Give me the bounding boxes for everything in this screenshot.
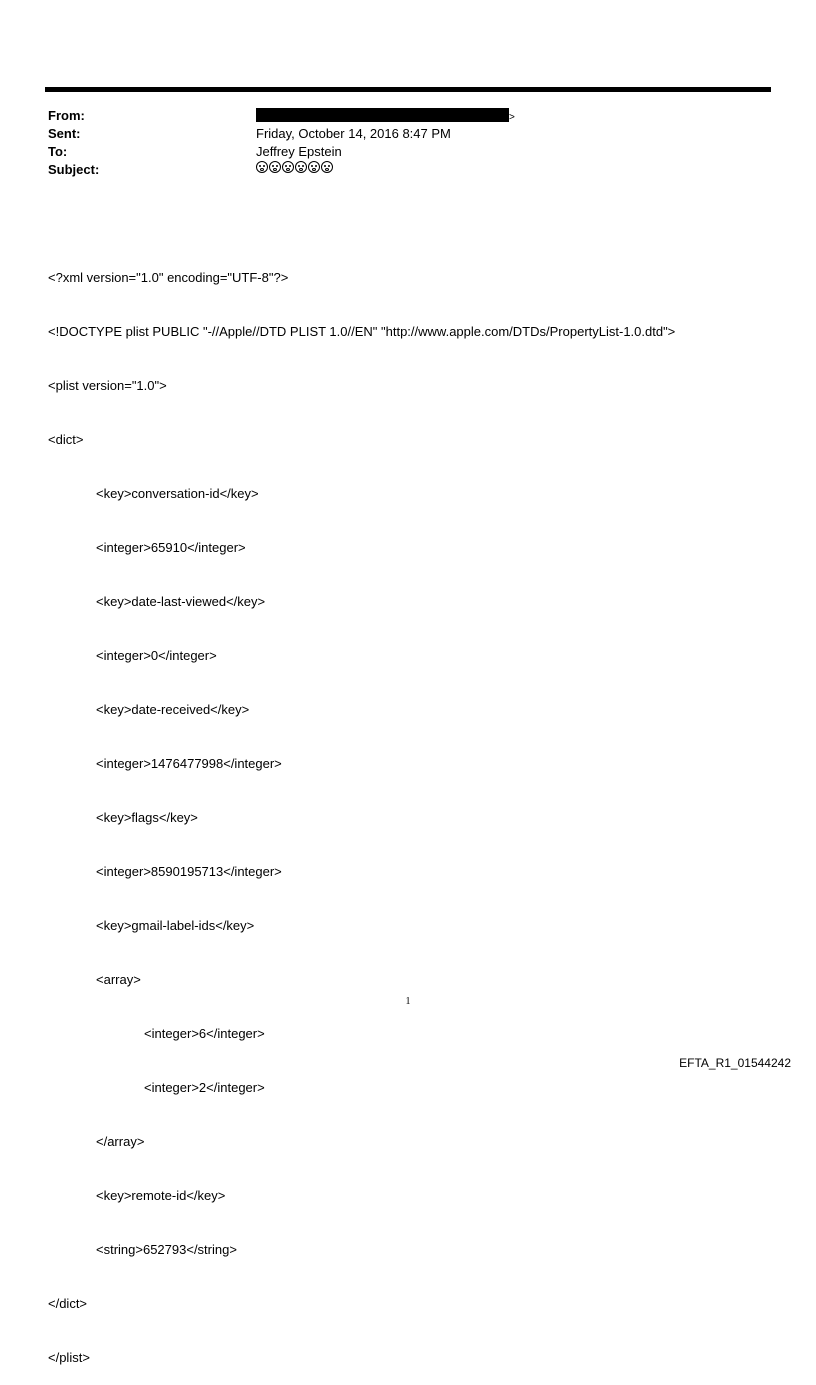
email-body bbox=[48, 233, 675, 1385]
subject-label: Subject: bbox=[48, 162, 100, 177]
body-line: <integer>6</integer> bbox=[144, 1026, 265, 1041]
body-line: </array> bbox=[96, 1134, 145, 1149]
from-row bbox=[48, 107, 515, 125]
body-line: </plist> bbox=[48, 1350, 90, 1365]
body-line: <integer>65910</integer> bbox=[96, 540, 246, 555]
from-value bbox=[256, 107, 515, 125]
body-line: <key>date-last-viewed</key> bbox=[96, 594, 266, 609]
body-line: <array> bbox=[96, 972, 141, 987]
body-line: <string>652793</string> bbox=[96, 1242, 237, 1257]
body-line: <key>date-received</key> bbox=[96, 702, 250, 717]
header-rule bbox=[45, 87, 771, 92]
from-label: From: bbox=[48, 108, 85, 123]
emoji-icon bbox=[308, 161, 320, 173]
sent-row bbox=[48, 125, 515, 143]
to-row bbox=[48, 143, 515, 161]
body-line: <dict> bbox=[48, 432, 84, 447]
email-header bbox=[48, 107, 515, 179]
body-line: <integer>2</integer> bbox=[144, 1080, 265, 1095]
body-line: <plist version="1.0"> bbox=[48, 378, 167, 393]
body-line: <integer>1476477998</integer> bbox=[96, 756, 282, 771]
emoji-icon bbox=[256, 161, 268, 173]
emoji-icon bbox=[321, 161, 333, 173]
subject-row bbox=[48, 161, 515, 179]
body-line: <integer>8590195713</integer> bbox=[96, 864, 282, 879]
to-label: To: bbox=[48, 144, 68, 159]
page-number: 1 bbox=[405, 996, 411, 1007]
from-suffix: > bbox=[509, 112, 515, 123]
emoji-icon bbox=[295, 161, 307, 173]
body-line: <!DOCTYPE plist PUBLIC "-//Apple//DTD PLIST 1.0//EN" "http://www.apple.com/DTDs/PropertyList-1.0.dtd"> bbox=[48, 324, 676, 339]
to-value: Jeffrey Epstein bbox=[256, 144, 342, 159]
document-id: EFTA_R1_01544242 bbox=[679, 1056, 791, 1070]
body-line: <integer>0</integer> bbox=[96, 648, 217, 663]
body-line: </dict> bbox=[48, 1296, 88, 1311]
redaction-block bbox=[256, 108, 509, 122]
body-line: <key>remote-id</key> bbox=[96, 1188, 226, 1203]
body-line: <?xml version="1.0" encoding="UTF-8"?> bbox=[48, 270, 289, 285]
emoji-icon bbox=[269, 161, 281, 173]
subject-value bbox=[256, 161, 333, 179]
sent-label: Sent: bbox=[48, 126, 81, 141]
body-line: <key>conversation-id</key> bbox=[96, 486, 259, 501]
emoji-icon bbox=[282, 161, 294, 173]
sent-value: Friday, October 14, 2016 8:47 PM bbox=[256, 126, 451, 141]
body-line: <key>flags</key> bbox=[96, 810, 198, 825]
body-line: <key>gmail-label-ids</key> bbox=[96, 918, 255, 933]
